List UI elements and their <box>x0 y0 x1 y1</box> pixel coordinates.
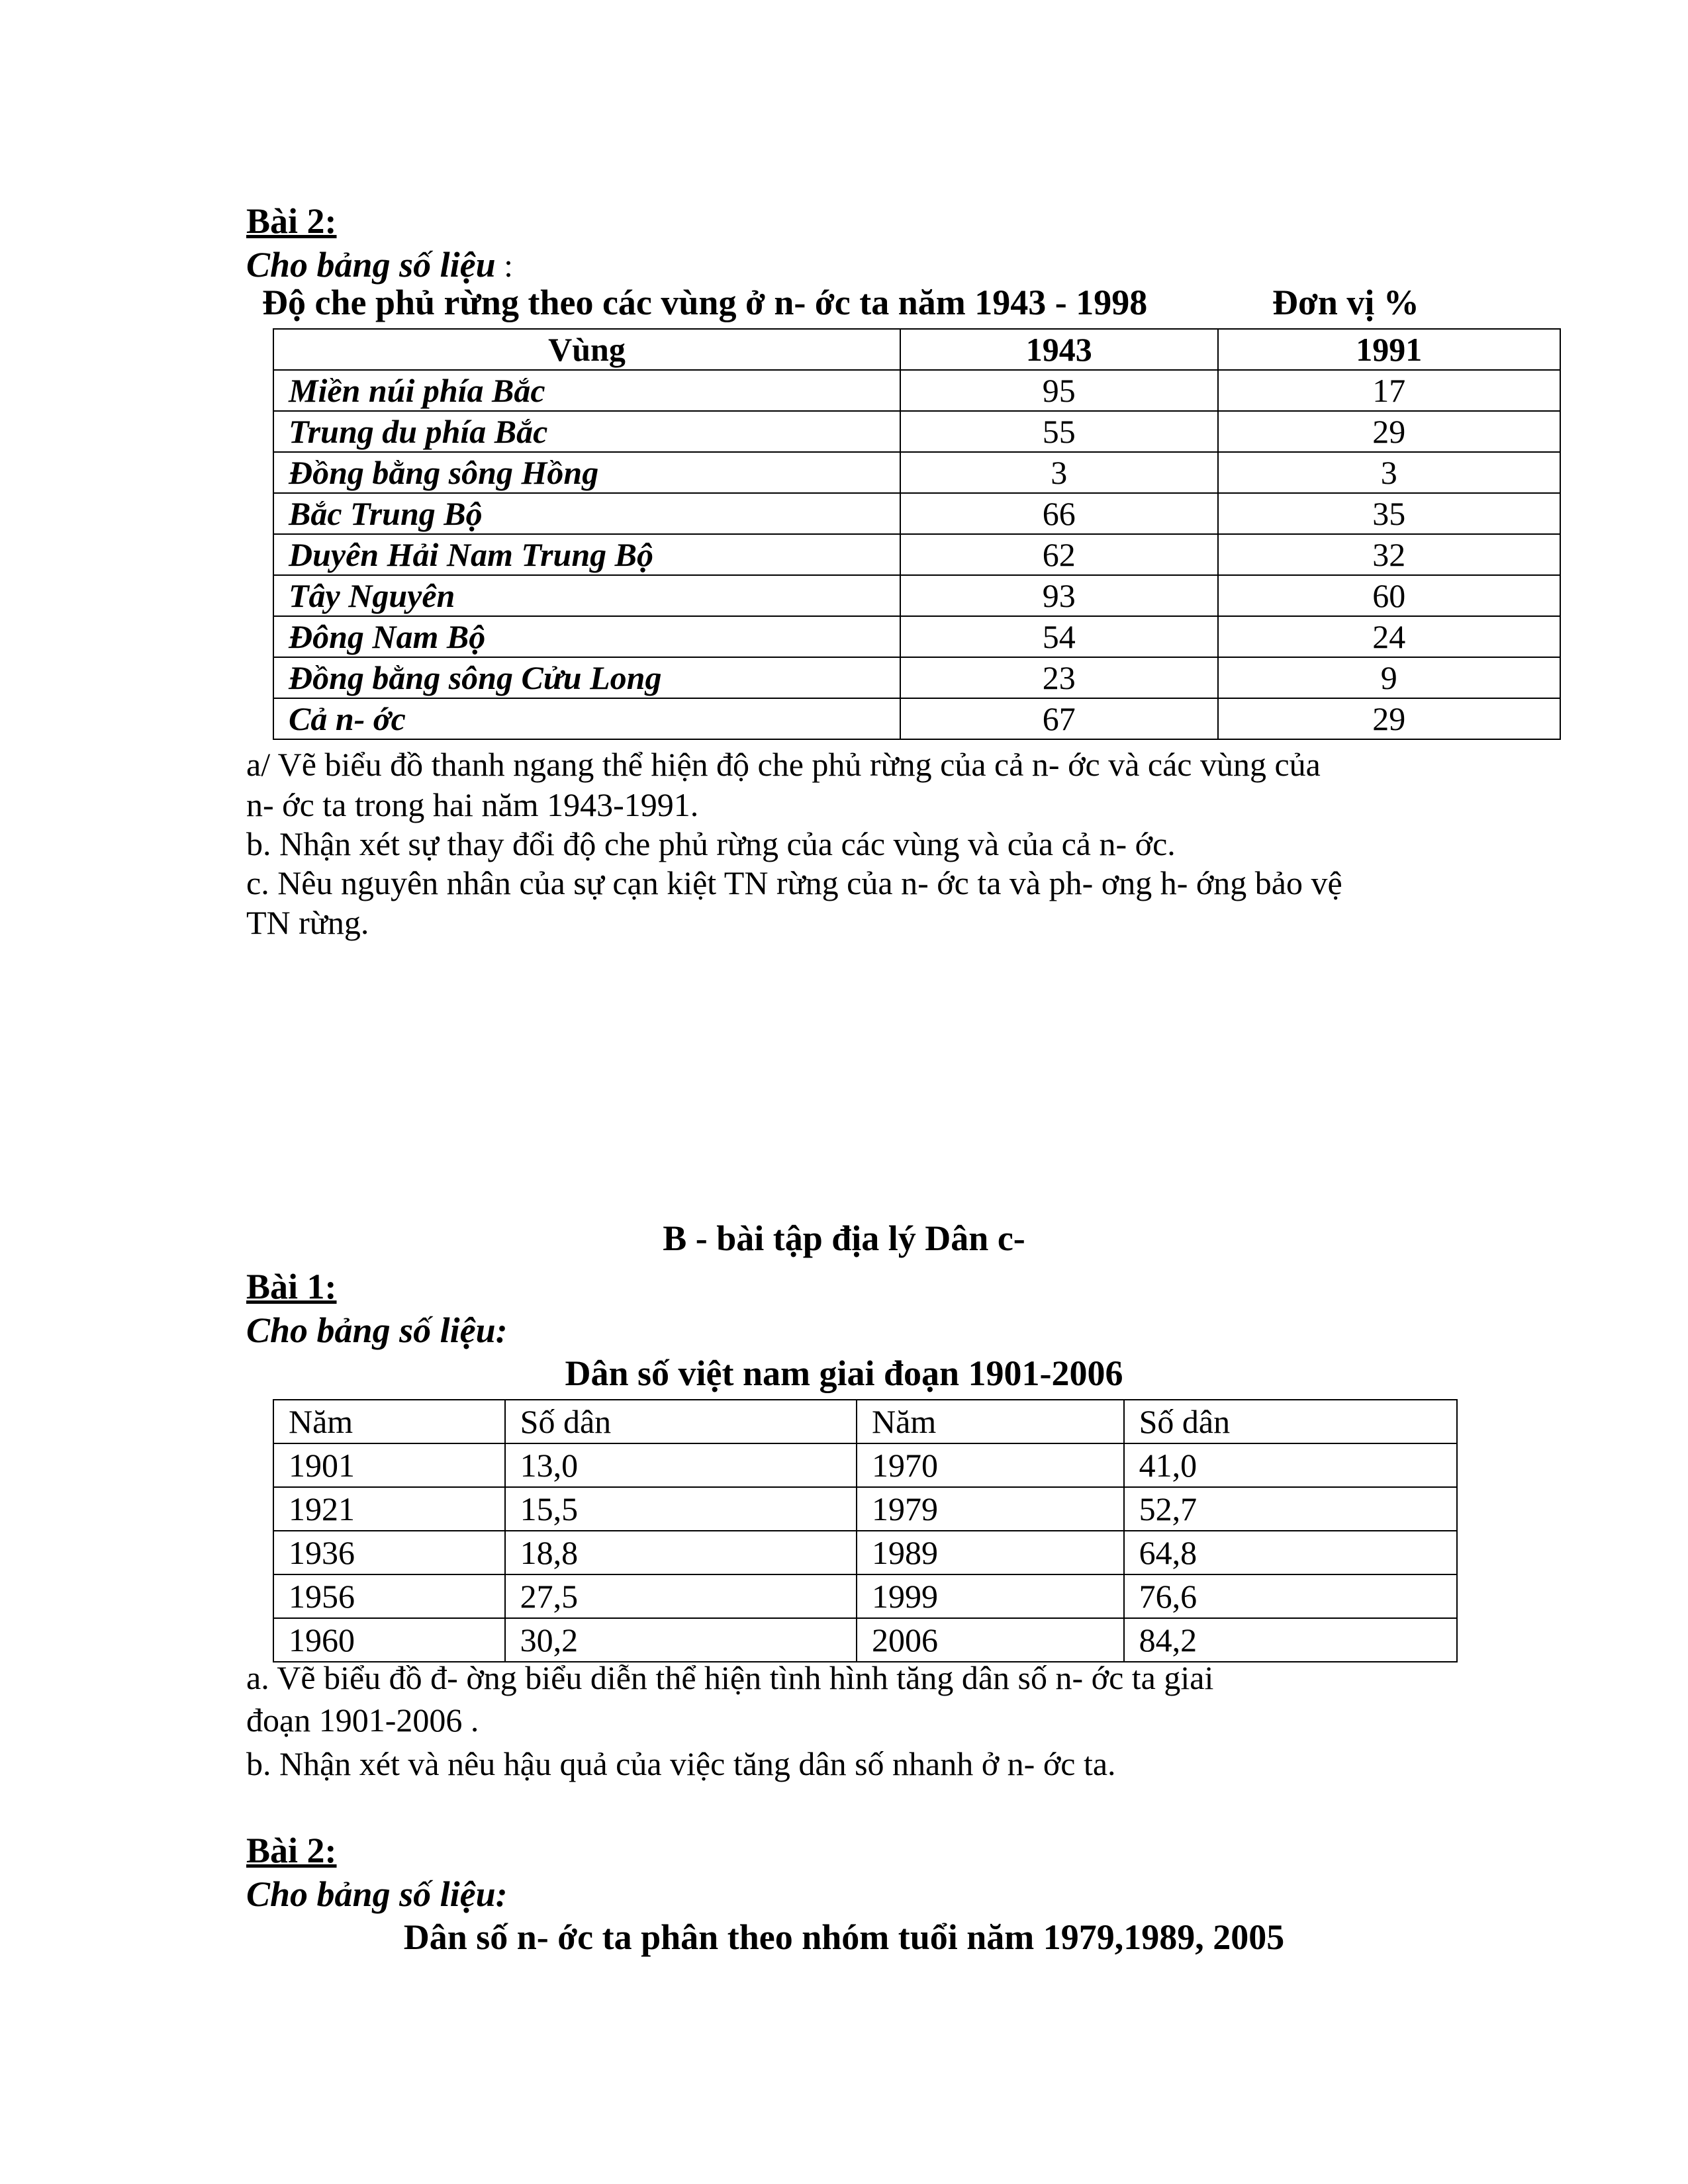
value-cell: 32 <box>1218 534 1560 575</box>
intro-label: Cho bảng số liệu: <box>246 1874 508 1914</box>
table-row <box>273 1574 1457 1618</box>
table-header-row <box>273 329 1560 370</box>
region-cell: Tây Nguyên <box>273 575 900 616</box>
year-cell: 1921 <box>273 1487 505 1531</box>
header-cell: 1943 <box>900 329 1218 370</box>
value-cell: 9 <box>1218 657 1560 698</box>
region-cell: Trung du phía Bắc <box>273 411 900 452</box>
question-line: a. Vẽ biểu đồ đ- ờng biểu diễn thể hiện tình hình tăng dân số n- ớc ta giai <box>246 1659 1214 1696</box>
table-row <box>273 1618 1457 1662</box>
value-cell: 3 <box>1218 452 1560 493</box>
population-table <box>273 1399 1458 1662</box>
population-cell: 27,5 <box>505 1574 857 1618</box>
region-cell: Đồng bằng sông Cửu Long <box>273 657 900 698</box>
table-caption: Dân số việt nam giai đoạn 1901-2006 <box>565 1353 1123 1393</box>
region-cell: Đồng bằng sông Hồng <box>273 452 900 493</box>
table-row <box>273 1487 1457 1531</box>
intro-colon: : <box>495 247 514 284</box>
table-row <box>273 657 1560 698</box>
year-cell: 1901 <box>273 1443 505 1487</box>
year-cell: 1956 <box>273 1574 505 1618</box>
question-line: a/ Vẽ biểu đồ thanh ngang thể hiện độ che phủ rừng của cả n- ớc và các vùng của <box>246 746 1321 783</box>
year-cell: 1970 <box>857 1443 1124 1487</box>
population-cell: 41,0 <box>1124 1443 1457 1487</box>
question-line: TN rừng. <box>246 904 369 941</box>
question-line: n- ớc ta trong hai năm 1943-1991. <box>246 786 699 823</box>
forest-cover-table <box>273 328 1561 740</box>
value-cell: 29 <box>1218 411 1560 452</box>
intro-label: Cho bảng số liệu <box>246 245 496 285</box>
value-cell: 35 <box>1218 493 1560 534</box>
intro-label: Cho bảng số liệu: <box>246 1310 508 1350</box>
table-row <box>273 452 1560 493</box>
exercise-title: Bài 2: <box>246 1831 337 1870</box>
value-cell: 55 <box>900 411 1218 452</box>
header-cell: Năm <box>857 1400 1124 1443</box>
year-cell: 1960 <box>273 1618 505 1662</box>
table-caption: Độ che phủ rừng theo các vùng ở n- ớc ta năm 1943 - 1998 <box>262 283 1148 322</box>
region-cell: Cả n- ớc <box>273 698 900 739</box>
year-cell: 1989 <box>857 1531 1124 1574</box>
question-line: b. Nhận xét sự thay đổi độ che phủ rừng của các vùng và của cả n- ớc. <box>246 825 1176 862</box>
value-cell: 95 <box>900 370 1218 411</box>
section-heading: B - bài tập địa lý Dân c- <box>663 1218 1025 1258</box>
value-cell: 29 <box>1218 698 1560 739</box>
table-row <box>273 1443 1457 1487</box>
header-cell: Năm <box>273 1400 505 1443</box>
value-cell: 67 <box>900 698 1218 739</box>
population-cell: 76,6 <box>1124 1574 1457 1618</box>
exercise-title: Bài 1: <box>246 1267 337 1306</box>
header-cell: Số dân <box>505 1400 857 1443</box>
value-cell: 24 <box>1218 616 1560 657</box>
question-line: đoạn 1901-2006 . <box>246 1702 479 1739</box>
population-cell: 15,5 <box>505 1487 857 1531</box>
value-cell: 62 <box>900 534 1218 575</box>
table-row <box>273 370 1560 411</box>
region-cell: Bắc Trung Bộ <box>273 493 900 534</box>
exercise-title: Bài 2: <box>246 201 337 241</box>
value-cell: 17 <box>1218 370 1560 411</box>
region-cell: Miền núi phía Bắc <box>273 370 900 411</box>
header-cell: Số dân <box>1124 1400 1457 1443</box>
table-row <box>273 1531 1457 1574</box>
year-cell: 1979 <box>857 1487 1124 1531</box>
table-row <box>273 698 1560 739</box>
year-cell: 2006 <box>857 1618 1124 1662</box>
question-line: c. Nêu nguyên nhân của sự cạn kiệt TN rừng của n- ớc ta và ph- ơng h- ớng bảo vệ <box>246 864 1342 901</box>
intro-line <box>246 244 513 286</box>
population-cell: 64,8 <box>1124 1531 1457 1574</box>
table-row <box>273 493 1560 534</box>
value-cell: 23 <box>900 657 1218 698</box>
population-cell: 84,2 <box>1124 1618 1457 1662</box>
year-cell: 1936 <box>273 1531 505 1574</box>
table-caption: Dân số n- ớc ta phân theo nhóm tuổi năm 1979,1989, 2005 <box>403 1917 1285 1957</box>
question-line: b. Nhận xét và nêu hậu quả của việc tăng dân số nhanh ở n- ớc ta. <box>246 1745 1116 1782</box>
unit-label: Đơn vị % <box>1272 283 1419 322</box>
population-cell: 13,0 <box>505 1443 857 1487</box>
table-row <box>273 411 1560 452</box>
value-cell: 60 <box>1218 575 1560 616</box>
value-cell: 66 <box>900 493 1218 534</box>
population-cell: 30,2 <box>505 1618 857 1662</box>
population-cell: 52,7 <box>1124 1487 1457 1531</box>
table-header-row <box>273 1400 1457 1443</box>
year-cell: 1999 <box>857 1574 1124 1618</box>
header-cell: Vùng <box>273 329 900 370</box>
table-row <box>273 616 1560 657</box>
value-cell: 93 <box>900 575 1218 616</box>
table-row <box>273 534 1560 575</box>
table-row <box>273 575 1560 616</box>
region-cell: Đông Nam Bộ <box>273 616 900 657</box>
header-cell: 1991 <box>1218 329 1560 370</box>
value-cell: 3 <box>900 452 1218 493</box>
population-cell: 18,8 <box>505 1531 857 1574</box>
region-cell: Duyên Hải Nam Trung Bộ <box>273 534 900 575</box>
value-cell: 54 <box>900 616 1218 657</box>
